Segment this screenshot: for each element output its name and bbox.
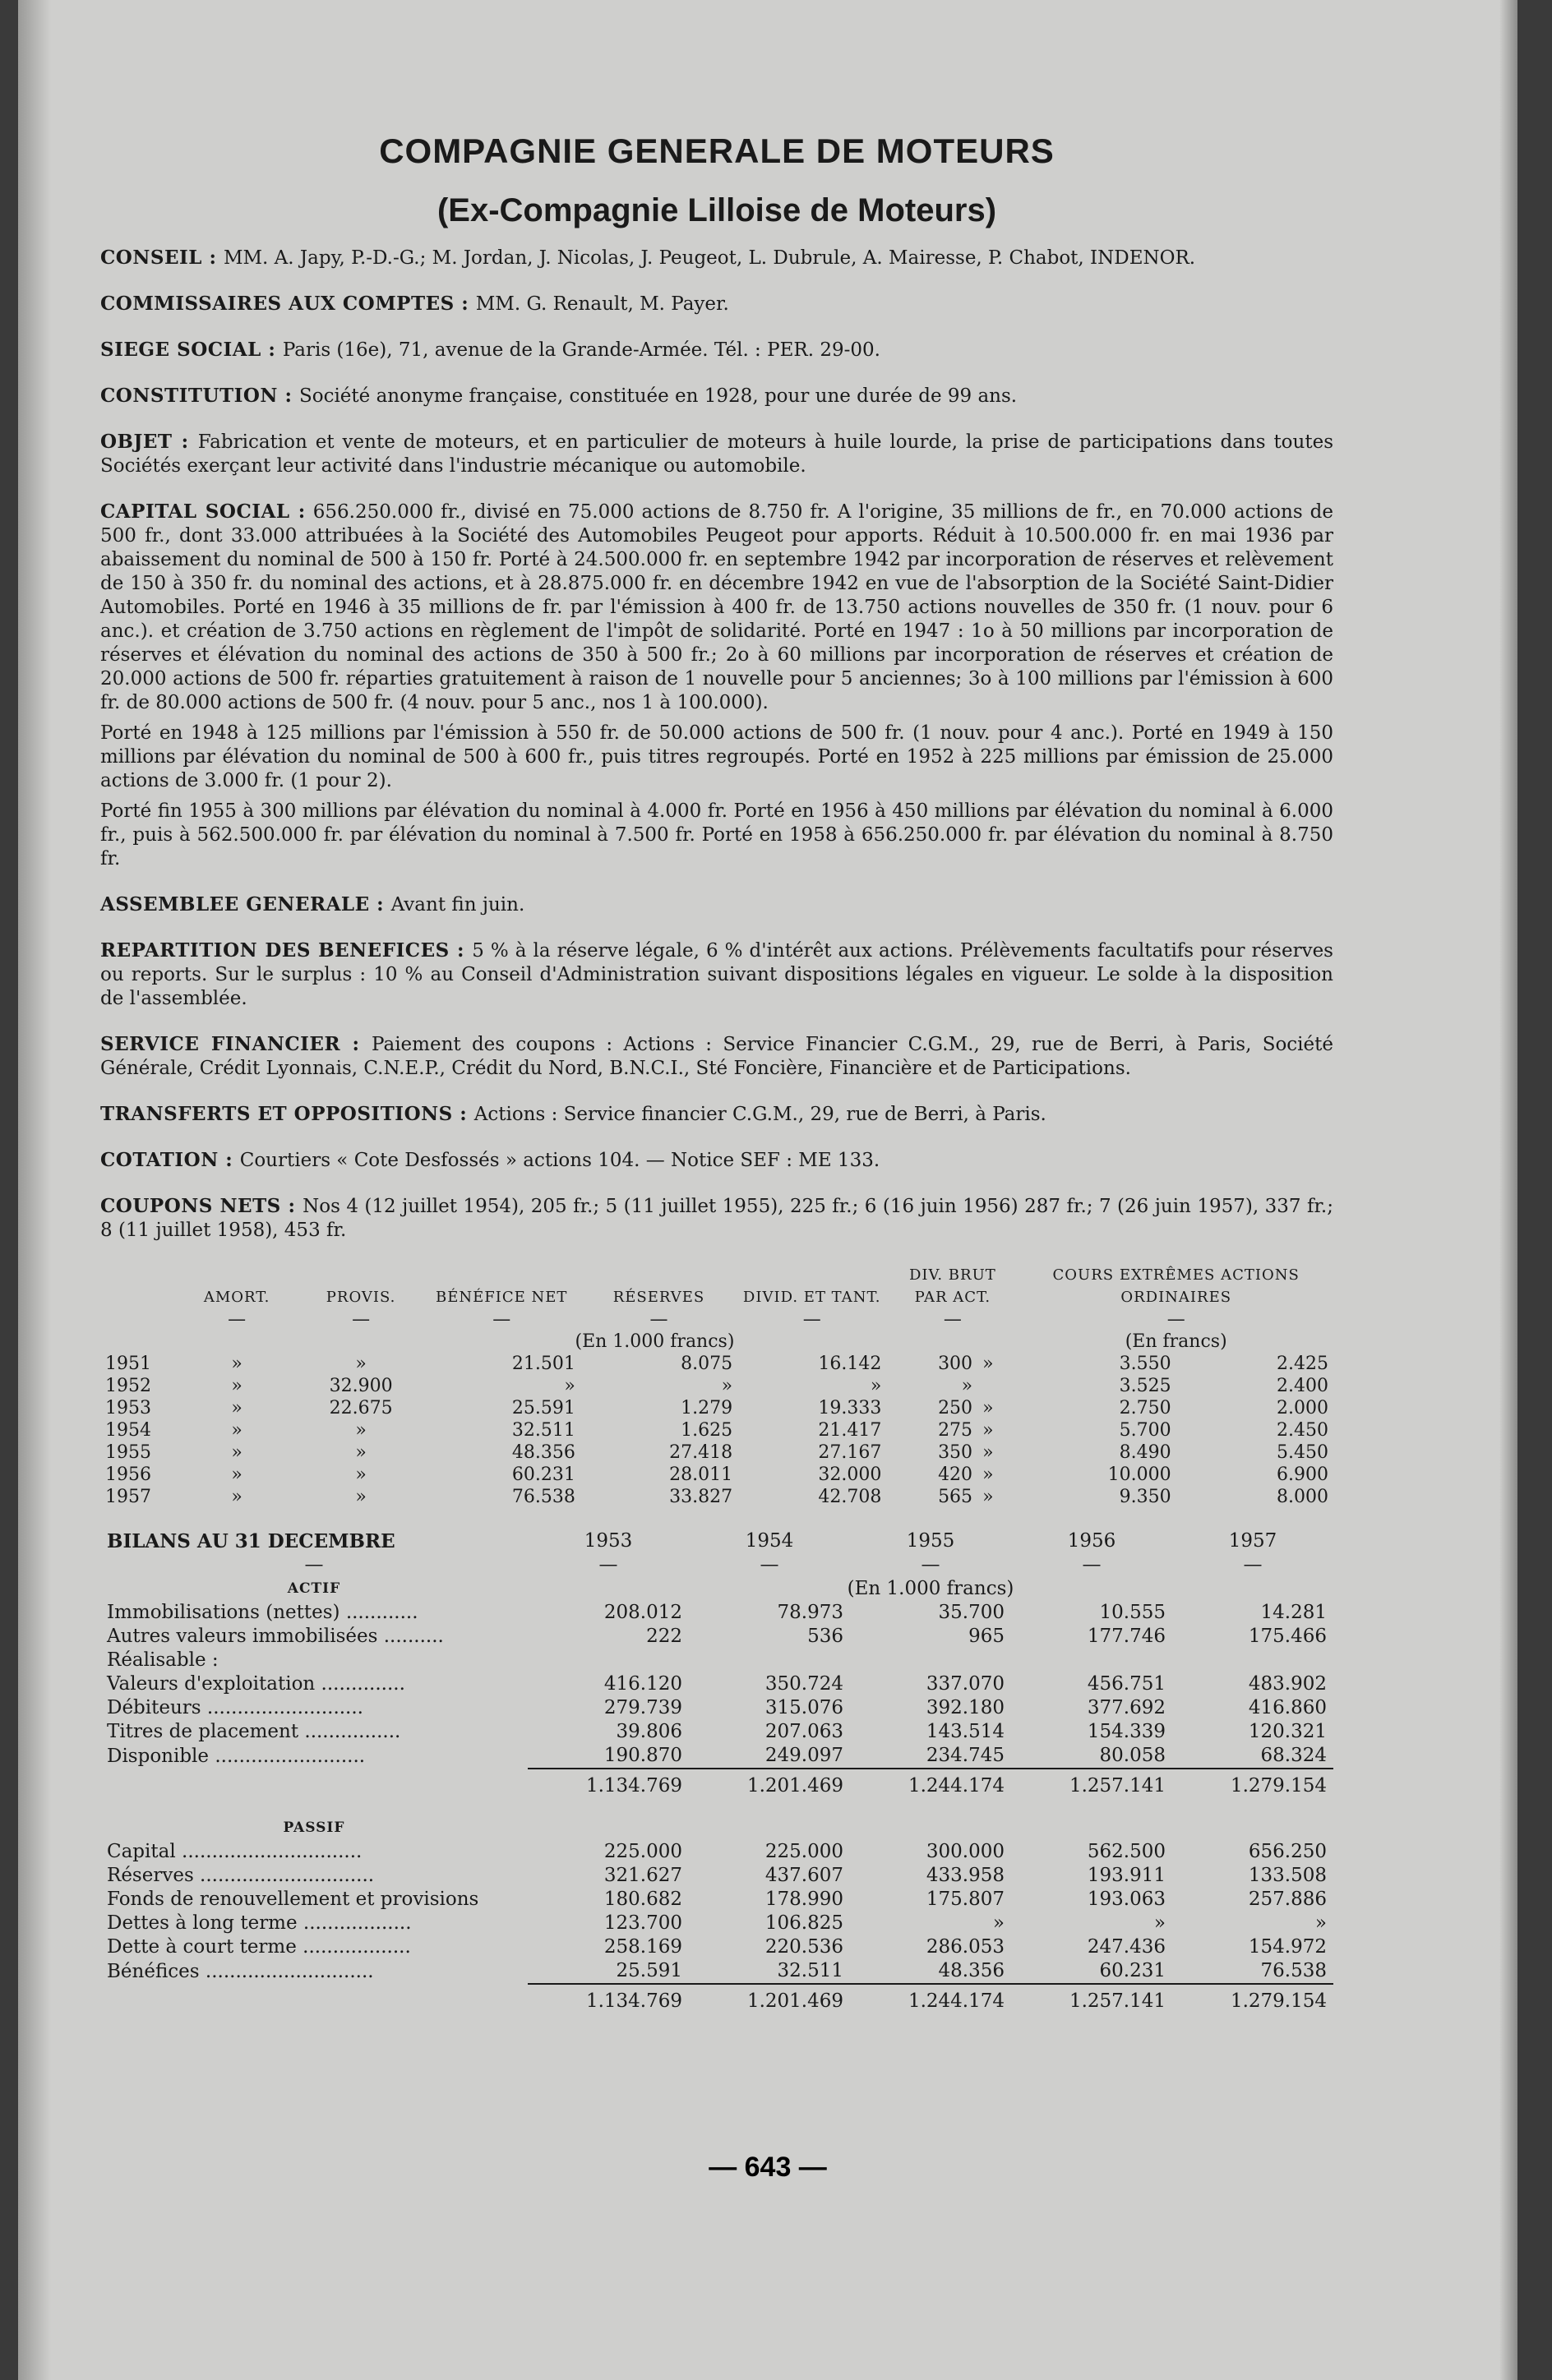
history-cell: 6.900 — [1277, 1464, 1328, 1485]
actif-item-label: Valeurs d'exploitation .............. — [107, 1673, 405, 1695]
history-year: 1954 — [105, 1420, 151, 1441]
actif-value: 143.514 — [926, 1721, 1005, 1742]
info-section-1 — [100, 292, 1333, 316]
actif-item-label: Réalisable : — [107, 1649, 219, 1671]
history-dash: — — [492, 1309, 511, 1330]
passif-row — [100, 1912, 1333, 1935]
history-cell: 22.675 — [329, 1398, 393, 1418]
balance-dash-row — [100, 1553, 1333, 1577]
history-unit-left: (En 1.000 francs) — [575, 1331, 735, 1352]
passif-value: 258.169 — [603, 1936, 682, 1958]
actif-label: ACTIF — [287, 1580, 341, 1597]
info-text: MM. A. Japy, P.-D.-G.; M. Jordan, J. Nicolas, J. Peugeot, L. Dubrule, A. Mairesse, P. Chabot, INDENOR. — [223, 247, 1196, 269]
history-cell: 21.501 — [511, 1354, 575, 1374]
actif-value: 279.739 — [603, 1697, 682, 1718]
history-cell: 2.400 — [1277, 1376, 1328, 1396]
history-column-header: RÉSERVES — [612, 1289, 705, 1306]
page-number: — 643 — — [709, 2152, 827, 2183]
passif-total: 1.201.469 — [689, 1984, 850, 2013]
passif-total-row — [100, 1984, 1333, 2013]
actif-value: 222 — [646, 1626, 682, 1647]
actif-value: 190.870 — [603, 1745, 682, 1766]
actif-value: 208.012 — [603, 1602, 682, 1623]
passif-value: 193.911 — [1087, 1865, 1166, 1886]
passif-value: 48.356 — [938, 1960, 1005, 1981]
history-cell: » — [355, 1464, 367, 1485]
passif-row — [100, 1840, 1333, 1864]
info2-label: COUPONS NETS : — [100, 1195, 303, 1217]
history-row — [100, 1419, 1333, 1441]
passif-value: 321.627 — [603, 1865, 682, 1886]
history-cell: 32.511 — [511, 1420, 575, 1441]
passif-item-label: Bénéfices ............................ — [107, 1960, 374, 1982]
actif-row — [100, 1696, 1333, 1720]
history-unit-spacer — [100, 1331, 423, 1353]
actif-total: 1.257.141 — [1011, 1769, 1172, 1798]
document-page — [18, 0, 1517, 2380]
history-column-header: BÉNÉFICE NET — [436, 1289, 568, 1306]
passif-value: 123.700 — [603, 1912, 682, 1934]
history-dash-row — [100, 1308, 1333, 1331]
balance-unit: (En 1.000 francs) — [847, 1578, 1014, 1599]
passif-item-label: Dette à court terme .................. — [107, 1936, 411, 1958]
history-row — [100, 1464, 1333, 1486]
history-cell: » — [982, 1398, 994, 1418]
history-row — [100, 1375, 1333, 1397]
history-row — [100, 1353, 1333, 1375]
balance-unit — [528, 1816, 1333, 1840]
history-cell: 3.525 — [1119, 1376, 1171, 1396]
history-cell: » — [355, 1442, 367, 1463]
history-cell: 48.356 — [511, 1442, 575, 1463]
page-subtitle: (Ex-Compagnie Lilloise de Moteurs) — [436, 192, 997, 228]
actif-total: 1.279.154 — [1172, 1769, 1333, 1798]
history-cell: 1.625 — [681, 1420, 733, 1441]
passif-value: 154.972 — [1248, 1936, 1327, 1958]
history-dash: — — [352, 1309, 371, 1330]
history-year: 1956 — [105, 1464, 151, 1485]
balance-title: BILANS AU 31 DECEMBRE — [107, 1530, 395, 1552]
history-cell: » — [231, 1464, 242, 1485]
passif-value: 76.538 — [1260, 1960, 1327, 1981]
history-cell: 2.425 — [1277, 1354, 1328, 1374]
actif-value: 154.339 — [1087, 1721, 1166, 1742]
actif-row — [100, 1720, 1333, 1744]
actif-value: 14.281 — [1260, 1602, 1327, 1623]
actif-total-spacer — [100, 1769, 528, 1798]
info-text: MM. G. Renault, M. Payer. — [475, 293, 729, 315]
history-unit-right: (En francs) — [1125, 1331, 1227, 1352]
history-cell: » — [231, 1442, 242, 1463]
info-label: CONSTITUTION : — [100, 385, 299, 407]
passif-value: 32.511 — [777, 1960, 843, 1981]
history-cell: 3.550 — [1119, 1354, 1171, 1374]
balance-year: 1954 — [745, 1530, 794, 1552]
passif-value: » — [1314, 1912, 1327, 1934]
passif-item-label: Réserves ............................. — [107, 1865, 375, 1886]
history-cell: 27.418 — [669, 1442, 733, 1463]
balance-year: 1957 — [1228, 1530, 1277, 1552]
history-cell: 2.750 — [1119, 1398, 1171, 1418]
actif-value: 120.321 — [1248, 1721, 1327, 1742]
history-cell: » — [231, 1420, 242, 1441]
passif-label-row — [100, 1816, 1333, 1840]
balance-spacer — [100, 2013, 1333, 2032]
passif-total: 1.134.769 — [528, 1984, 689, 2013]
info-label: OBJET : — [100, 431, 198, 453]
info-label: SIEGE SOCIAL : — [100, 339, 283, 361]
actif-row — [100, 1649, 1333, 1672]
actif-value: 456.751 — [1087, 1673, 1166, 1695]
actif-value: 315.076 — [764, 1697, 843, 1718]
passif-item-label: Capital .............................. — [107, 1841, 363, 1862]
history-cell: 420 — [938, 1464, 973, 1485]
info-section-4 — [100, 430, 1333, 478]
actif-value: 175.466 — [1248, 1626, 1327, 1647]
history-year: 1957 — [105, 1487, 151, 1507]
info-label: COMMISSAIRES AUX COMPTES : — [100, 293, 476, 315]
actif-value: 78.973 — [777, 1602, 843, 1623]
history-year: 1955 — [105, 1442, 151, 1463]
history-cell: 8.490 — [1119, 1442, 1171, 1463]
actif-value: 39.806 — [616, 1721, 682, 1742]
actif-item-label: Immobilisations (nettes) ............ — [107, 1602, 418, 1623]
capital-section — [100, 500, 1333, 871]
history-cell: » — [355, 1487, 367, 1507]
history-cell: » — [355, 1420, 367, 1441]
passif-row — [100, 1935, 1333, 1959]
actif-total: 1.134.769 — [528, 1769, 689, 1798]
history-cell: » — [961, 1376, 973, 1396]
passif-value: 300.000 — [926, 1841, 1005, 1862]
history-dash: — — [1166, 1309, 1185, 1330]
history-dash — [100, 1308, 175, 1331]
history-unit-spacer — [886, 1331, 1018, 1353]
actif-row — [100, 1672, 1333, 1696]
history-cell: 27.167 — [818, 1442, 882, 1463]
history-cell: » — [982, 1354, 994, 1374]
passif-value: 133.508 — [1248, 1865, 1327, 1886]
info2-label: REPARTITION DES BENEFICES : — [100, 939, 473, 962]
info2-label: SERVICE FINANCIER : — [100, 1033, 372, 1055]
history-row — [100, 1397, 1333, 1419]
passif-total: 1.244.174 — [850, 1984, 1011, 2013]
history-cell: 250 — [938, 1398, 973, 1418]
balance-spacer — [100, 1798, 1333, 1816]
page-edge — [1499, 0, 1517, 2380]
actif-value: 177.746 — [1087, 1626, 1166, 1647]
history-year: 1952 — [105, 1376, 151, 1396]
history-column-header — [100, 1264, 175, 1308]
history-cell: 33.827 — [669, 1487, 733, 1507]
info2-text: Courtiers « Cote Desfossés » actions 104. — Notice SEF : ME 133. — [239, 1150, 880, 1171]
passif-row — [100, 1959, 1333, 1984]
history-cell: » — [982, 1420, 994, 1441]
actif-item-label: Débiteurs .......................... — [107, 1697, 363, 1718]
actif-value — [1011, 1649, 1172, 1672]
info2-label: ASSEMBLEE GENERALE : — [100, 893, 391, 916]
history-cell: 2.450 — [1277, 1420, 1328, 1441]
balance-dash: — — [1082, 1554, 1102, 1575]
history-cell: 350 — [938, 1442, 973, 1463]
history-cell: 16.142 — [818, 1354, 882, 1374]
balance-header-row — [100, 1529, 1333, 1553]
history-cell: » — [231, 1398, 242, 1418]
history-cell: 565 — [938, 1487, 973, 1507]
history-year: 1953 — [105, 1398, 151, 1418]
actif-value: 483.902 — [1248, 1673, 1327, 1695]
passif-item-label: Fonds de renouvellement et provisions — [107, 1889, 479, 1910]
balance-spacer-row — [100, 1798, 1333, 1816]
info-section-3 — [100, 384, 1333, 408]
history-cell: » — [870, 1376, 882, 1396]
history-cell: » — [982, 1487, 994, 1507]
history-cell: » — [721, 1376, 733, 1396]
actif-value: 249.097 — [764, 1745, 843, 1766]
actif-value: 337.070 — [926, 1673, 1005, 1695]
capital-text-3: Porté fin 1955 à 300 millions par élévation du nominal à 4.000 fr. Porté en 1956 à 450 millions par élévation du nominal à 6.000 fr., puis à 562.500.000 fr. par élévation du nominal à 7.500 fr. Porté en 1958 à 656.250.000 fr. par élévation du nominal à 8.750 fr. — [100, 800, 1333, 869]
history-cell: 1.279 — [681, 1398, 733, 1418]
balance-dash: — — [760, 1554, 779, 1575]
passif-value: 25.591 — [616, 1960, 682, 1981]
history-cell: 5.700 — [1119, 1420, 1171, 1441]
history-cell: 25.591 — [511, 1398, 575, 1418]
history-column-header: AMORT. — [203, 1289, 270, 1306]
capital-text-1: 656.250.000 fr., divisé en 75.000 actions de 8.750 fr. A l'origine, 35 millions de fr., en 70.000 actions de 500 fr., dont 33.000 attribuées à la Société des Automobiles Peugeot pour apports. Réduit à 10.500.000 fr. en mai 1936 par abaissement du nominal de 500 à 150 fr. Porté à 24.500.000 fr. en septembre 1942 par incorporation de réserves et relèvement de 150 à 350 fr. du nominal des actions, et à 28.875.000 fr. en décembre 1942 en vue de l'absorption de la Société Saint-Didier Automobiles. Porté en 1946 à 35 millions de fr. par l'émission à 400 fr. de 13.750 actions nouvelles de 350 fr. (1 nouv. pour 6 anc.). et création de 3.750 actions en règlement de l'impôt de solidarité. Porté en 1947 : 1o à 50 millions par incorporation de réserves et élévation du nominal des actions de 350 à 500 fr.; 2o à 60 millions par incorporation de réserves et création de 20.000 actions de 500 fr. réparties gratuitement à raison de 1 nouvelle pour 5 anciennes; 3o à 100 millions par l'émission à 600 fr. de 80.000 actions de 500 fr. (4 nouv. pour 5 anc., nos 1 à 100.000). — [100, 501, 1334, 713]
history-dash: — — [802, 1309, 821, 1330]
passif-total: 1.279.154 — [1172, 1984, 1333, 2013]
passif-value: 225.000 — [603, 1841, 682, 1862]
capital-text-2: Porté en 1948 à 125 millions par l'émission à 550 fr. de 50.000 actions de 500 fr. (1 nouv. pour 4 anc.). Porté en 1949 à 150 millions par élévation du nominal de 500 à 600 fr., puis titres regroupés. Porté en 1952 à 225 millions par émission de 25.000 actions de 3.000 fr. (1 pour 2). — [100, 722, 1333, 791]
history-year: 1951 — [105, 1354, 151, 1374]
history-cell: 8.000 — [1277, 1487, 1328, 1507]
passif-value: 178.990 — [764, 1889, 843, 1910]
info2-text: Actions : Service financier C.G.M., 29, rue de Berri, à Paris. — [473, 1104, 1046, 1125]
balance-year: 1953 — [584, 1530, 633, 1552]
info2-section-3 — [100, 1102, 1333, 1127]
history-dash: — — [943, 1309, 962, 1330]
actif-row — [100, 1601, 1333, 1625]
balance-dash: — — [598, 1554, 618, 1575]
passif-value: 247.436 — [1087, 1936, 1166, 1958]
info-section-2 — [100, 338, 1333, 362]
actif-item-label: Disponible ......................... — [107, 1745, 366, 1767]
actif-row — [100, 1744, 1333, 1769]
passif-label: PASSIF — [283, 1820, 345, 1836]
history-cell: 28.011 — [669, 1464, 733, 1485]
info2-text: Paiement des coupons : Actions : Service Financier C.G.M., 29, rue de Berri, à Paris, Société Générale, Crédit Lyonnais, C.N.E.P., Crédit du Nord, B.N.C.I., Sté Foncière, Financière et de Participations. — [100, 1034, 1333, 1079]
actif-item-label: Autres valeurs immobilisées .......... — [107, 1626, 444, 1647]
actif-item-label: Titres de placement ................ — [107, 1721, 401, 1742]
info-text: Paris (16e), 71, avenue de la Grande-Armée. Tél. : PER. 29-00. — [282, 339, 880, 361]
history-header-row — [100, 1264, 1333, 1308]
history-cell: 8.075 — [681, 1354, 733, 1374]
info2-section-2 — [100, 1032, 1333, 1081]
history-column-header: COURS EXTRÊMES ACTIONS ORDINAIRES — [1052, 1266, 1300, 1306]
passif-value: 562.500 — [1087, 1841, 1166, 1862]
history-dash: — — [228, 1309, 247, 1330]
history-cell: 9.350 — [1119, 1487, 1171, 1507]
history-table — [100, 1264, 1333, 1508]
actif-total: 1.201.469 — [689, 1769, 850, 1798]
passif-value: 257.886 — [1248, 1889, 1327, 1910]
history-cell: » — [231, 1354, 242, 1374]
passif-value: 433.958 — [926, 1865, 1005, 1886]
history-cell: 300 — [938, 1354, 973, 1374]
actif-row — [100, 1625, 1333, 1649]
actif-value: 416.120 — [603, 1673, 682, 1695]
history-cell: » — [564, 1376, 575, 1396]
history-cell: 21.417 — [818, 1420, 882, 1441]
passif-row — [100, 1864, 1333, 1888]
history-cell: 2.000 — [1277, 1398, 1328, 1418]
info2-text: Nos 4 (12 juillet 1954), 205 fr.; 5 (11 juillet 1955), 225 fr.; 6 (16 juin 1956) 287 fr.; 7 (26 juin 1957), 337 fr.; 8 (11 juillet 1958), 453 fr. — [100, 1196, 1333, 1241]
passif-total-spacer — [100, 1984, 528, 2013]
actif-value: 35.700 — [938, 1602, 1005, 1623]
actif-value: 207.063 — [764, 1721, 843, 1742]
history-cell — [977, 1375, 1018, 1397]
history-cell: 42.708 — [818, 1487, 882, 1507]
balance-year: 1956 — [1067, 1530, 1116, 1552]
info2-label: TRANSFERTS ET OPPOSITIONS : — [100, 1103, 474, 1125]
passif-value: 220.536 — [764, 1936, 843, 1958]
passif-row — [100, 1888, 1333, 1912]
history-column-header: DIV. BRUT PAR ACT. — [908, 1266, 996, 1306]
passif-item-label: Dettes à long terme .................. — [107, 1912, 412, 1934]
passif-value: 225.000 — [764, 1841, 843, 1862]
passif-value: 106.825 — [764, 1912, 843, 1934]
history-cell: » — [982, 1442, 994, 1463]
history-cell: » — [231, 1487, 242, 1507]
actif-total-row — [100, 1769, 1333, 1798]
history-cell: 60.231 — [511, 1464, 575, 1485]
info-sections-2 — [100, 892, 1333, 1243]
history-row — [100, 1486, 1333, 1508]
actif-value: 80.058 — [1099, 1745, 1166, 1766]
info2-section-0 — [100, 892, 1333, 917]
balance-sheet-table — [100, 1529, 1333, 2032]
info2-section-5 — [100, 1194, 1333, 1243]
actif-value: 234.745 — [926, 1745, 1005, 1766]
actif-total: 1.244.174 — [850, 1769, 1011, 1798]
info2-text: Avant fin juin. — [390, 894, 525, 916]
info-text: Société anonyme française, constituée en 1928, pour une durée de 99 ans. — [298, 385, 1018, 407]
balance-spacer-row — [100, 2013, 1333, 2032]
passif-value: 286.053 — [926, 1936, 1005, 1958]
history-row — [100, 1441, 1333, 1464]
actif-value — [1172, 1649, 1333, 1672]
info2-section-4 — [100, 1148, 1333, 1173]
passif-value: 60.231 — [1099, 1960, 1166, 1981]
history-cell: 32.900 — [329, 1376, 393, 1396]
actif-value: 392.180 — [926, 1697, 1005, 1718]
info-section-0 — [100, 246, 1333, 270]
actif-label-row — [100, 1577, 1333, 1601]
history-cell: 19.333 — [818, 1398, 882, 1418]
history-dash: — — [649, 1309, 668, 1330]
passif-value: 193.063 — [1087, 1889, 1166, 1910]
history-unit-row — [100, 1331, 1333, 1353]
history-cell: » — [355, 1354, 367, 1374]
info-sections — [100, 246, 1333, 478]
balance-dash: — — [304, 1554, 324, 1575]
passif-value: » — [992, 1912, 1005, 1934]
passif-value: 656.250 — [1248, 1841, 1327, 1862]
passif-value: » — [1153, 1912, 1166, 1934]
balance-dash: — — [921, 1554, 940, 1575]
actif-value: 68.324 — [1260, 1745, 1327, 1766]
passif-value: 180.682 — [603, 1889, 682, 1910]
actif-value — [850, 1649, 1011, 1672]
actif-value: 965 — [968, 1626, 1005, 1647]
passif-value: 175.807 — [926, 1889, 1005, 1910]
actif-value: 377.692 — [1087, 1697, 1166, 1718]
history-cell: » — [231, 1376, 242, 1396]
binding-shadow — [18, 0, 51, 2380]
actif-value — [689, 1649, 850, 1672]
passif-value: 437.607 — [764, 1865, 843, 1886]
history-column-header: PROVIS. — [326, 1289, 396, 1306]
balance-dash: — — [1243, 1554, 1263, 1575]
actif-value: 350.724 — [764, 1673, 843, 1695]
balance-year: 1955 — [906, 1530, 955, 1552]
history-cell: 10.000 — [1107, 1464, 1171, 1485]
page-title: COMPAGNIE GENERALE DE MOTEURS — [379, 131, 1055, 170]
info2-label: COTATION : — [100, 1149, 240, 1171]
capital-label: CAPITAL SOCIAL : — [100, 500, 306, 523]
info2-section-1 — [100, 939, 1333, 1011]
history-cell: 5.450 — [1277, 1442, 1328, 1463]
page-content — [100, 131, 1333, 2032]
info-label: CONSEIL : — [100, 247, 224, 269]
history-cell: 32.000 — [818, 1464, 882, 1485]
actif-value: 416.860 — [1248, 1697, 1327, 1718]
history-column-header: DIVID. ET TANT. — [742, 1289, 881, 1306]
history-cell: » — [982, 1464, 994, 1485]
actif-value: 10.555 — [1099, 1602, 1166, 1623]
passif-total: 1.257.141 — [1011, 1984, 1172, 2013]
info-text: Fabrication et vente de moteurs, et en particulier de moteurs à huile lourde, la prise de participations dans toutes Sociétés exerçant leur activité dans l'industrie mécanique ou automobile. — [100, 431, 1334, 477]
actif-value: 536 — [807, 1626, 843, 1647]
history-cell: 76.538 — [511, 1487, 575, 1507]
actif-value — [528, 1649, 689, 1672]
info2-text: 5 % à la réserve légale, 6 % d'intérêt aux actions. Prélèvements facultatifs pour réserves ou reports. Sur le surplus : 10 % au Conseil d'Administration suivant dispositions légales en vigueur. Le solde à la disposition de l'assemblée. — [100, 940, 1333, 1009]
history-cell: 275 — [938, 1420, 973, 1441]
